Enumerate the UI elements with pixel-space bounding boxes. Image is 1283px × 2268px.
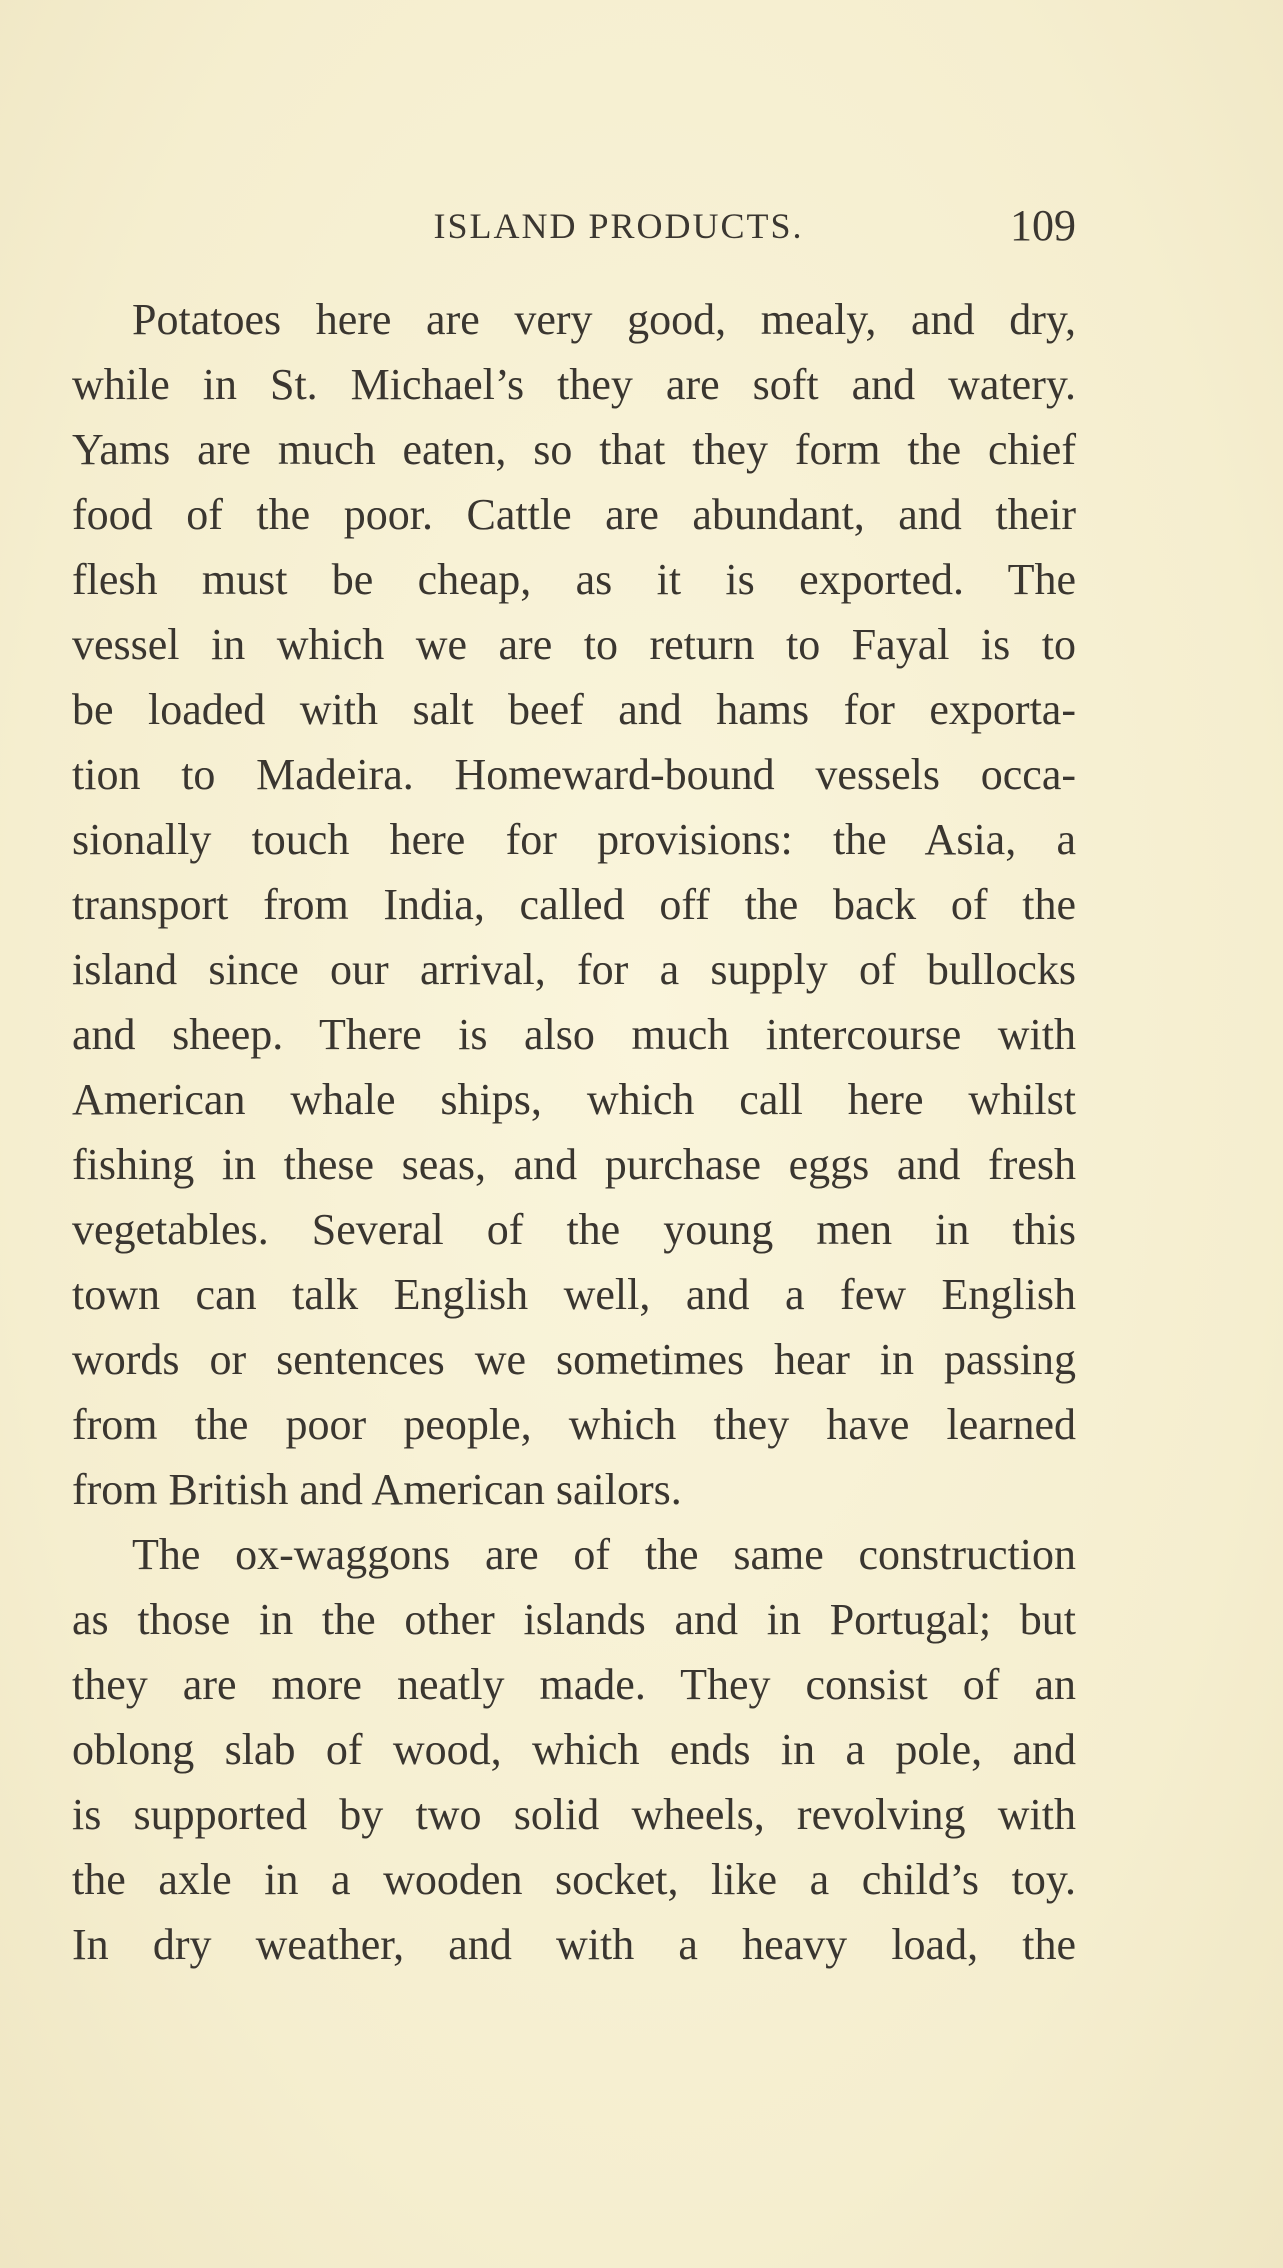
text-line: while in St. Michael’s they are soft and watery. [72, 360, 1076, 409]
text-line: The ox-waggons are of the same construction [132, 1530, 1076, 1579]
text-line: vegetables. Several of the young men in this [72, 1205, 1076, 1254]
text-line: tion to Madeira. Homeward-bound vessels occa- [72, 750, 1076, 799]
text-line: In dry weather, and with a heavy load, the [72, 1920, 1076, 1969]
text-line: from the poor people, which they have learned [72, 1400, 1076, 1449]
running-head [0, 205, 1283, 247]
text-line: as those in the other islands and in Portugal; but [72, 1595, 1076, 1644]
text-line: vessel in which we are to return to Fayal is to [72, 620, 1076, 669]
text-line: island since our arrival, for a supply of bullocks [72, 945, 1076, 994]
text-line: they are more neatly made. They consist of an [72, 1660, 1076, 1709]
text-line: sionally touch here for provisions: the Asia, a [72, 815, 1076, 864]
text-line: food of the poor. Cattle are abundant, and their [72, 490, 1076, 539]
text-line: transport from India, called off the back of the [72, 880, 1076, 929]
text-line: oblong slab of wood, which ends in a pole, and [72, 1725, 1076, 1774]
text-line: fishing in these seas, and purchase eggs and fresh [72, 1140, 1076, 1189]
text-line: Yams are much eaten, so that they form the chief [72, 425, 1076, 474]
text-line: the axle in a wooden socket, like a child’s toy. [72, 1855, 1076, 1904]
text-line: is supported by two solid wheels, revolving with [72, 1790, 1076, 1839]
text-line: American whale ships, which call here whilst [72, 1075, 1076, 1124]
text-line: town can talk English well, and a few English [72, 1270, 1076, 1319]
page-number: 109 [1010, 201, 1076, 250]
text-line: and sheep. There is also much intercourse with [72, 1010, 1076, 1059]
text-line: Potatoes here are very good, mealy, and dry, [132, 295, 1076, 344]
running-head-text: ISLAND PRODUCTS. [433, 206, 804, 246]
text-line: from British and American sailors. [72, 1465, 682, 1514]
text-line: words or sentences we sometimes hear in passing [72, 1335, 1076, 1384]
text-line: flesh must be cheap, as it is exported. The [72, 555, 1076, 604]
text-line: be loaded with salt beef and hams for exporta- [72, 685, 1076, 734]
